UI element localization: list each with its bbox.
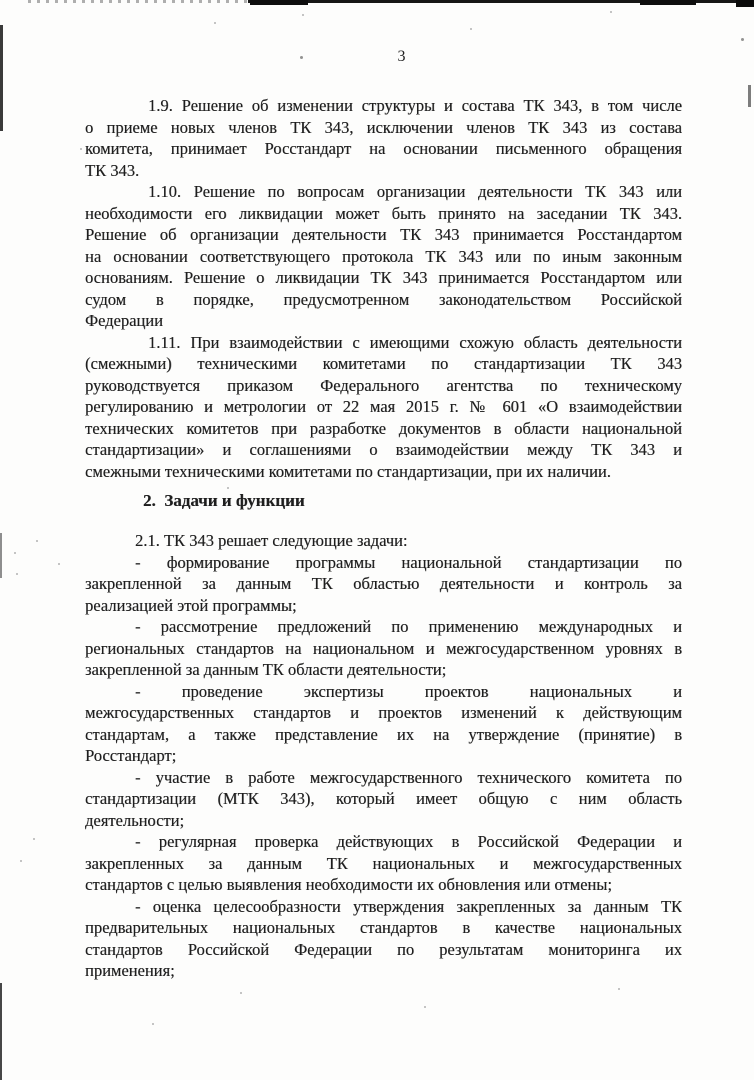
scan-speck bbox=[470, 28, 472, 30]
text-line: судом в порядке, предусмотренном законодательством Российской bbox=[85, 289, 682, 309]
text-line: - формирование программы национальной стандартизации по bbox=[135, 552, 682, 572]
text-line: комитета, принимает Росстандарт на основании письменного обращения bbox=[85, 139, 682, 158]
text-line: 1.9. Решение об изменении структуры и состава ТК 343, в том числе bbox=[148, 96, 682, 115]
task-item bbox=[85, 767, 682, 832]
scan-speck bbox=[14, 552, 16, 554]
task-list bbox=[85, 552, 682, 982]
scan-speck bbox=[16, 573, 18, 575]
page-number: 3 bbox=[397, 48, 406, 65]
scan-artifact-left-edge bbox=[0, 533, 2, 578]
task-item bbox=[85, 616, 682, 681]
text-line: стандартов Российской Федерации по результатам мониторинга их bbox=[85, 939, 682, 959]
text-line: Решение об организации деятельности ТК 343 принимается Росстандартом bbox=[85, 225, 682, 244]
scan-artifact-right-edge bbox=[748, 85, 751, 107]
text-line: основаниям. Решение о ликвидации ТК 343 принимается Росстандартом или bbox=[85, 268, 682, 287]
text-line: ТК 343. bbox=[85, 160, 140, 180]
text-line: 1.11. При взаимодействии с имеющими схожую область деятельности bbox=[148, 332, 682, 352]
text-line: 1.10. Решение по вопросам организации деятельности ТК 343 или bbox=[148, 182, 682, 201]
text-line: Росстандарт; bbox=[85, 746, 177, 765]
scan-artifact-top-speckle bbox=[28, 0, 248, 3]
text-line: предварительных национальных стандартов в качестве национальных bbox=[85, 918, 682, 937]
text-line: о приеме новых членов ТК 343, исключении членов ТК 343 из состава bbox=[85, 117, 682, 137]
text-line: регулированию и метрологии от 22 мая 2015 г. № 601 «О взаимодействии bbox=[85, 397, 682, 416]
text-line: необходимости его ликвидации может быть принято на заседании ТК 343. bbox=[85, 203, 682, 223]
page-content bbox=[85, 46, 682, 982]
scan-speck bbox=[152, 1023, 154, 1025]
scan-speck bbox=[20, 860, 22, 862]
text-line: деятельности; bbox=[85, 810, 185, 830]
text-line: стандартизации» и соглашениями о взаимодействии между ТК 343 и bbox=[85, 440, 682, 459]
scan-artifact-top-blob bbox=[640, 0, 696, 5]
scan-speck bbox=[36, 540, 38, 542]
scan-artifact-left-edge bbox=[0, 25, 3, 131]
text-line: стандартов с целью выявления необходимости их обновления или отмены; bbox=[85, 875, 612, 894]
text-line: закрепленной за данным ТК областью деятельности и контроль за bbox=[85, 574, 682, 593]
paragraph-1-9 bbox=[85, 95, 682, 181]
scan-artifact-top-blob bbox=[736, 0, 754, 7]
text-line: смежными техническими комитетами по стандартизации, при их наличии. bbox=[85, 461, 611, 481]
text-line: стандартизации (МТК 343), который имеет общую с ним область bbox=[85, 789, 682, 808]
text-line: применения; bbox=[85, 961, 175, 980]
text-line: Федерации bbox=[85, 311, 163, 330]
task-item bbox=[85, 896, 682, 982]
text-line: - проведение экспертизы проектов национальных и bbox=[135, 681, 682, 701]
scan-speck bbox=[302, 14, 304, 16]
text-line: на основании соответствующего протокола ТК 343 или по иным законным bbox=[85, 246, 682, 266]
text-line: (смежными) техническими комитетами по стандартизации ТК 343 bbox=[85, 354, 682, 373]
scan-speck bbox=[58, 563, 60, 565]
scan-speck bbox=[80, 148, 82, 150]
text-line: закрепленных за данным ТК национальных и межгосударственных bbox=[85, 853, 682, 873]
text-line: руководствуется приказом Федерального агентства по техническому bbox=[85, 375, 682, 395]
scan-speck bbox=[618, 988, 620, 990]
paragraph-1-11 bbox=[85, 332, 682, 483]
text-line: межгосударственных стандартов и проектов изменений к действующим bbox=[85, 703, 682, 722]
scan-speck bbox=[741, 38, 744, 41]
text-line: стандартам, а также представление их на утверждение (принятие) в bbox=[85, 724, 682, 744]
text-line: региональных стандартов на национальном и межгосударственном уровнях в bbox=[85, 638, 682, 658]
text-line: - рассмотрение предложений по применению международных и bbox=[135, 617, 682, 636]
text-line: технических комитетов при разработке документов в области национальной bbox=[85, 418, 682, 438]
scan-artifact-left-edge bbox=[0, 983, 2, 1080]
section-heading: 2. Задачи и функции bbox=[143, 491, 305, 510]
task-item bbox=[85, 552, 682, 617]
task-item bbox=[85, 681, 682, 767]
scan-speck bbox=[214, 22, 216, 24]
text-line: закрепленной за данным ТК области деятельности; bbox=[85, 660, 447, 679]
task-item bbox=[85, 831, 682, 896]
scan-artifact-top-blob bbox=[250, 0, 308, 5]
paragraph-1-10 bbox=[85, 181, 682, 332]
scan-speck bbox=[424, 1006, 426, 1008]
text-line: реализацией этой программы; bbox=[85, 595, 297, 615]
clause-2-1-intro: 2.1. ТК 343 решает следующие задачи: bbox=[135, 531, 408, 550]
scan-speck bbox=[610, 11, 612, 13]
text-line: - участие в работе межгосударственного технического комитета по bbox=[135, 767, 682, 787]
scan-speck bbox=[33, 838, 35, 840]
scan-speck bbox=[240, 992, 242, 994]
text-line: - оценка целесообразности утверждения закрепленных за данным ТК bbox=[135, 896, 682, 916]
text-line: - регулярная проверка действующих в Российской Федерации и bbox=[135, 832, 682, 851]
